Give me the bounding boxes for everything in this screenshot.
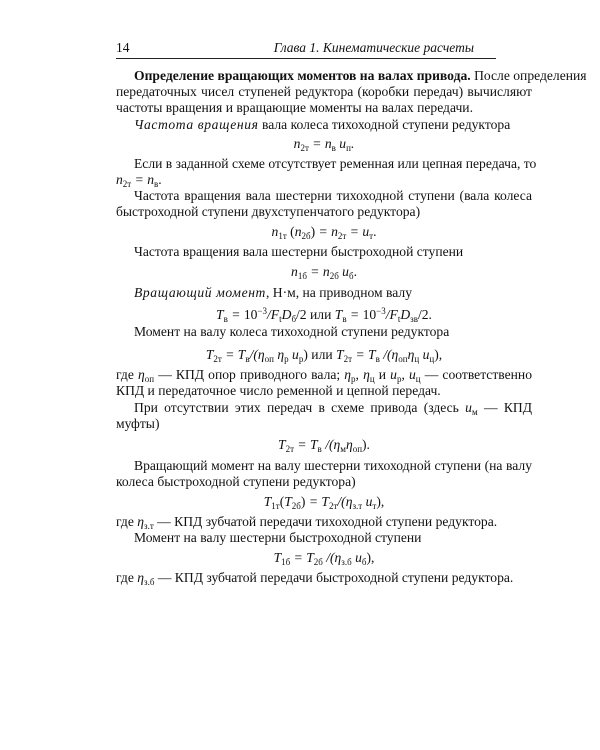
pinion-freq-line-1: Частота вращения вала шестерни тихоходной ступени (вала колеса bbox=[134, 188, 532, 203]
section-title: Определение вращающих моментов на валах привода. bbox=[134, 68, 471, 83]
fast-pinion-line: Частота вращения вала шестерни быстроходной ступени bbox=[134, 244, 464, 259]
eta-definition-line-2: КПД и передаточное число ременной и цепной передач. bbox=[116, 383, 441, 398]
eta-definition-line-1: где $\eta_{оп}$ — КПД опор приводного вала; $\eta_р$, $\eta_ц$ и $u_р$, $u_ц$ — соответственно bbox=[116, 367, 532, 384]
torque-label: Вращающий момент bbox=[134, 285, 266, 300]
equation-n1t: $n_{1т}$ $(n_{2б}) = n_{2т} = u_т$. bbox=[271, 224, 377, 241]
equation-t2t-coupling: $T_{2т} = T_в$ $/(\eta_м\eta_{оп})$. bbox=[278, 437, 370, 454]
no-belt-line-2: $n_{2т} = n_в$. bbox=[116, 172, 162, 189]
wheel-torque-line: Момент на валу колеса тихоходной ступени редуктора bbox=[134, 324, 450, 339]
absent-line-1: При отсутствии этих передач в схеме привода (здесь $u_м$ — КПД bbox=[134, 400, 532, 417]
equation-t1t: $T_{1т}(T_{2б}) = T_{2т}/(\eta_{з.т}$ $u_т$), bbox=[263, 494, 385, 511]
torque-heading-line: Вращающий момент, Н·м, на приводном валу bbox=[134, 285, 412, 300]
absent-line-2: муфты) bbox=[116, 416, 160, 431]
eta-b-definition: где $\eta_{з.б}$ — КПД зубчатой передачи быстроходной ступени редуктора. bbox=[116, 570, 514, 587]
equation-n2t: $n_{2т} = n_в$ $u_п$. bbox=[293, 136, 355, 153]
equation-n1b: $n_{1б} = n_{2б}$ $u_б$. bbox=[291, 264, 357, 281]
pinion-torque-line-1: Вращающий момент на валу шестерни тихоходной ступени (на валу bbox=[134, 458, 532, 473]
no-belt-line-1: Если в заданной схеме отсутствует ременная или цепная передача, то bbox=[134, 156, 537, 171]
eta-t-definition: где $\eta_{з.т}$ — КПД зубчатой передачи тихоходной ступени редуктора. bbox=[116, 514, 498, 531]
page-number: 14 bbox=[116, 40, 130, 55]
paragraph-intro-line-1: Определение вращающих моментов на валах привода. После определения bbox=[134, 68, 587, 83]
equation-t2t: $T_{2т} = T_в/(\eta_{оп}$ $\eta_р$ $u_р$) или $T_{2т} = T_в$ $/(\eta_{оп}\eta_ц$ $u_ц$), bbox=[205, 347, 443, 364]
running-header bbox=[116, 38, 496, 59]
equation-tv: $T_в = 10^{-3}/F_tD_б/2$ или $T_в = 10^{-3}/F_tD_{зв}/2$. bbox=[216, 306, 432, 324]
paragraph-intro-line-3: частоты вращения и вращающие моменты на валах передачи. bbox=[116, 100, 473, 115]
paragraph-intro-line-2: передаточных чисел ступеней редуктора (коробки передач) вычисляют bbox=[116, 84, 532, 99]
chapter-title: Глава 1. Кинематические расчеты bbox=[273, 40, 474, 55]
fast-moment-line: Момент на валу шестерни быстроходной ступени bbox=[134, 530, 422, 545]
pinion-freq-line-2: быстроходной ступени двухступенчатого редуктора) bbox=[116, 204, 421, 219]
freq-heading-line: Частота вращения вала колеса тихоходной ступени редуктора bbox=[134, 117, 511, 132]
pinion-torque-line-2: колеса быстроходной ступени редуктора) bbox=[116, 474, 356, 489]
equation-t1b: $T_{1б} = T_{2б}$ $/(\eta_{з.б}$ $u_б$), bbox=[273, 550, 375, 567]
freq-label: Частота вращения bbox=[134, 117, 259, 132]
